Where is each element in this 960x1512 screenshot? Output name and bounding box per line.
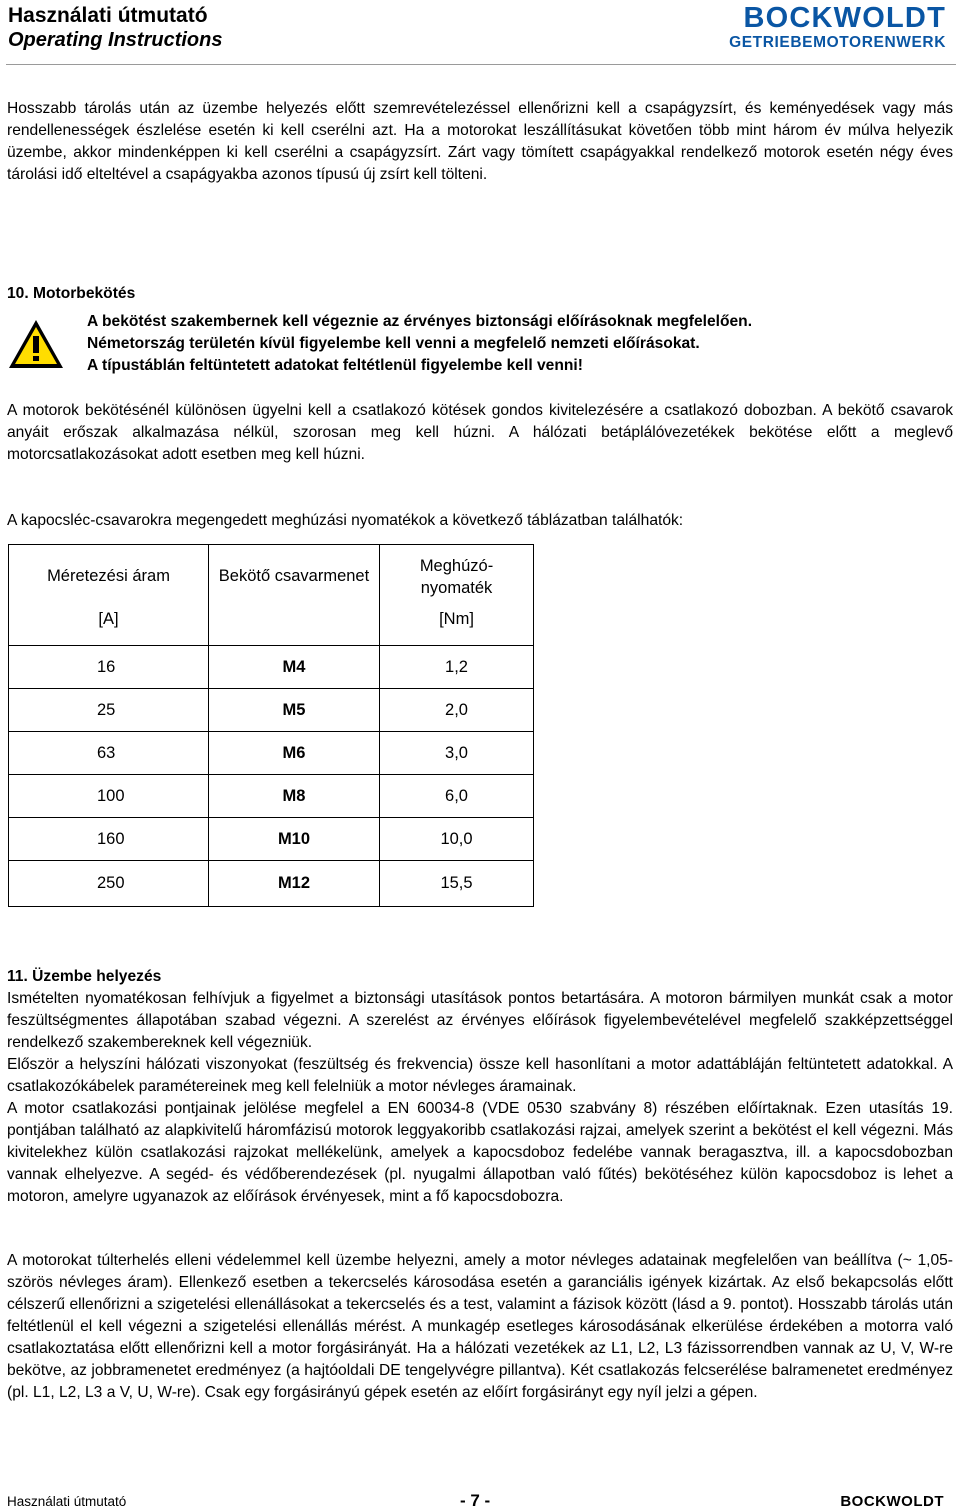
cell-current: 100 [9,775,209,818]
cell-current: 16 [9,646,209,689]
overload-paragraph: A motorokat túlterhelés elleni védelemmel kell üzembe helyezni, amely a motor névleges adatainak megfelelően van beállítva (~ 1,05-szörös névleges áram). Ellenkező esetben a tekercselés károsodása esetén a garanciális igények kizártak. Az első bekapcsolás előtt célszerű ellenőrizni a szigetelési ellenállásokat a tekercselés és a test, valamint a fázisok között (lásd a 9. pontot). Hosszabb tárolás után feltétlenül el kell végezni a szigetelési ellenállás mérést. A munkagép esetleges károsodásának elkerülése érdekében a motorra való csatlakoztatása előtt ellenőrizni kell a motor forgásirányát. Ha a hálózati vezetékek az L1, L2, L3 fázissorrendben vannak az U, V, W-re bekötve, az jobbramenetet eredményez (a hajtóoldali DE tengelyvégre pillantva). Két csatlakozás felcserélése balramenetet eredményez (pl. L1, L2, L3 a V, U, W-re). Csak egy forgásirányú gépek esetén az előírt forgásirányt egy nyíl jelzi a gépen. [7,1252,953,1401]
header-subtitle: Operating Instructions [8,29,223,51]
page-header [0,0,960,66]
page-number: - 7 - [460,1491,491,1510]
commissioning-paragraph: Először a helyszíni hálózati viszonyokat (feszültség és frekvencia) össze kell hasonlítani a motor adattábláján feltüntetett adatokkal. A csatlakozókábelek paramétereinek meg kell felelniük a motor névleges áramainak. [7,1056,953,1095]
warning-line: Németország területén kívül figyelembe kell venni a megfelelő nemzeti előírásokat. [87,335,700,352]
section-10-heading: 10. Motorbekötés [7,285,136,302]
table-row [9,818,534,861]
intro-paragraph: Hosszabb tárolás után az üzembe helyezés előtt szemrevételezéssel ellenőrizni kell a csapágyzsírt, és keményedések vagy más rendellenességek észlelése esetén ki kell cserélni azt. Ha a motorokat leszállításukat követően több mint három év múlva helyezik üzembe, akkor mindenképpen ki kell cserélni a csapágyzsírt. Zárt vagy tömített csapágyakkal rendelkező motorok esetén négy éves tárolási idő elteltével a csapágyakba azonos típusú új zsírt kell tölteni. [7,100,953,183]
header-cell-current: Méretezési áram [A] [9,545,209,646]
section-11-heading: 11. Üzembe helyezés [7,968,162,985]
cell-torque: 15,5 [380,861,534,907]
header-divider [6,64,956,65]
torque-table [8,544,534,907]
table-row [9,732,534,775]
table-row [9,689,534,732]
cell-thread: M10 [209,818,380,861]
cell-thread: M4 [209,646,380,689]
cell-torque: 2,0 [380,689,534,732]
commissioning-text [7,988,953,1208]
cell-torque: 1,2 [380,646,534,689]
table-row [9,646,534,689]
header-cell-thread: Bekötő csavarmenet [209,545,380,646]
warning-line: A típustáblán feltüntetett adatokat feltétlenül figyelembe kell venni! [87,357,583,374]
cell-current: 160 [9,818,209,861]
table-intro: A kapocsléc-csavarokra megengedett meghúzási nyomatékok a következő táblázatban találhatók: [7,512,684,529]
cell-torque: 10,0 [380,818,534,861]
footer-doc-title: Használati útmutató [7,1494,127,1509]
table-row [9,861,534,907]
commissioning-paragraph: A motor csatlakozási pontjainak jelölése megfelel a EN 60034-8 (VDE 0530 szabvány 8) részében előírtaknak. Ezen utasítás 19. pontjában található az alapkivitelű háromfázisú motorok leggyakoribb csatlakozási rajzai, amelyek szerint a bekötést el kell végezni. Más kivitelekhez külön csatlakozási rajzokat mellékelünk, amelyek a kapocsdoboz fedelébe vannak beragasztva, ill. a kapocsdobozban vannak elhelyezve. A segéd- és védőberendezések (pl. nyugalmi állapotban való fűtés) bekötéséhez külön kapocsdoboz is lehet a motoron, amelyre ugyanazok az előírások érvényesek, mint a fő kapocsdobozra. [7,1100,953,1205]
cell-torque: 6,0 [380,775,534,818]
brand-subtitle: GETRIEBEMOTORENWERK [729,34,946,51]
table-header-row [9,545,534,646]
cell-current: 25 [9,689,209,732]
cell-thread: M12 [209,861,380,907]
connection-paragraph: A motorok bekötésénél különösen ügyelni kell a csatlakozó kötések gondos kivitelezésére a csatlakozó dobozban. A bekötő csavarok anyáit erőszak alkalmazása nélkül, szorosan meg kell húzni. A hálózati betáplálóvezetékek bekötése előtt a meglevő motorcsatlakozásokat adott esetben meg kell húzni. [7,402,953,463]
table-row [9,775,534,818]
commissioning-paragraph: Ismételten nyomatékosan felhívjuk a figyelmet a biztonsági utasítások pontos betartására. A motoron bármilyen munkát csak a motor feszültségmentes állapotában szabad végezni. A szerelést az érvényes előírások figyelembevételével megfelelő szakképzettséggel rendelkező szakembereknek kell végezniük. [7,990,953,1051]
warning-line: A bekötést szakembernek kell végeznie az érvényes biztonsági előírásoknak megfelelően. [87,313,753,330]
warning-triangle-icon [7,318,65,370]
cell-current: 63 [9,732,209,775]
brand-logo [729,2,946,52]
header-title: Használati útmutató [8,4,208,27]
safety-warning [87,311,953,377]
footer-brand: BOCKWOLDT [840,1493,944,1510]
page-footer [0,1484,960,1512]
cell-thread: M6 [209,732,380,775]
cell-torque: 3,0 [380,732,534,775]
brand-name: BOCKWOLDT [743,2,946,34]
cell-thread: M5 [209,689,380,732]
cell-current: 250 [9,861,209,907]
cell-thread: M8 [209,775,380,818]
header-cell-torque: Meghúzó- nyomaték [Nm] [380,545,534,646]
